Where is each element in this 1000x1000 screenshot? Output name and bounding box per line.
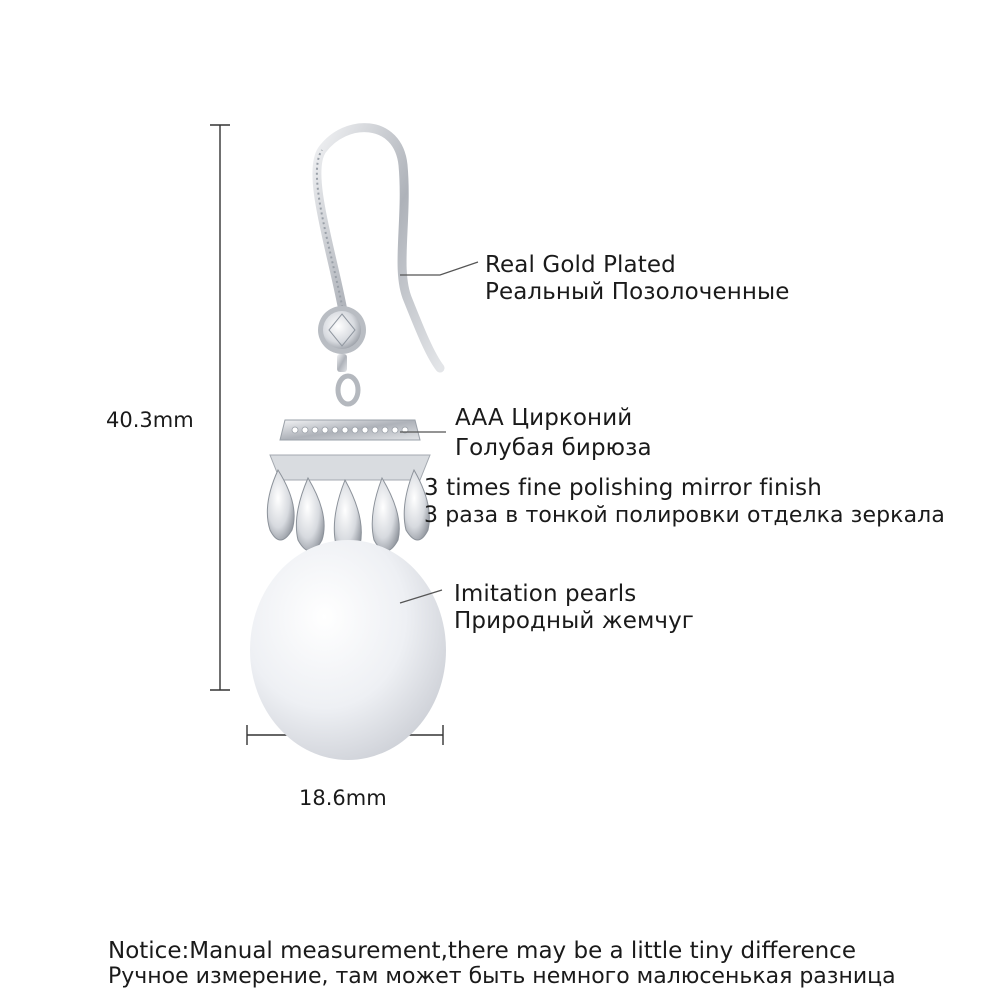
width-dimension-label: 18.6mm: [299, 786, 387, 810]
round-zircon-stone: [318, 306, 366, 354]
callout-plating-en: Real Gold Plated: [485, 252, 676, 278]
callout-pearls-en: Imitation pearls: [454, 581, 637, 607]
height-dimension-line: [210, 125, 230, 690]
notice-ru: Ручное измерение, там может быть немного малюсенькая разница: [108, 964, 896, 989]
connector-link: [337, 354, 358, 404]
callout-zircon-ru: Голубая бирюза: [455, 435, 652, 461]
notice-en: Notice:Manual measurement,there may be a little tiny difference: [108, 938, 856, 964]
leader-gold-plated: [400, 262, 478, 275]
callout-pearls-ru: Природный жемчуг: [454, 608, 694, 634]
height-dimension-label: 40.3mm: [106, 408, 194, 432]
callout-zircon-en: AAA Цирконий: [455, 405, 633, 431]
callout-polish-ru: 3 раза в тонкой полировки отделка зеркала: [424, 503, 945, 528]
callout-polish-en: 3 times fine polishing mirror finish: [424, 475, 822, 501]
pearl: [250, 540, 446, 760]
crown-cap: [267, 420, 430, 556]
callout-plating-ru: Реальный Позолоченные: [485, 279, 790, 305]
